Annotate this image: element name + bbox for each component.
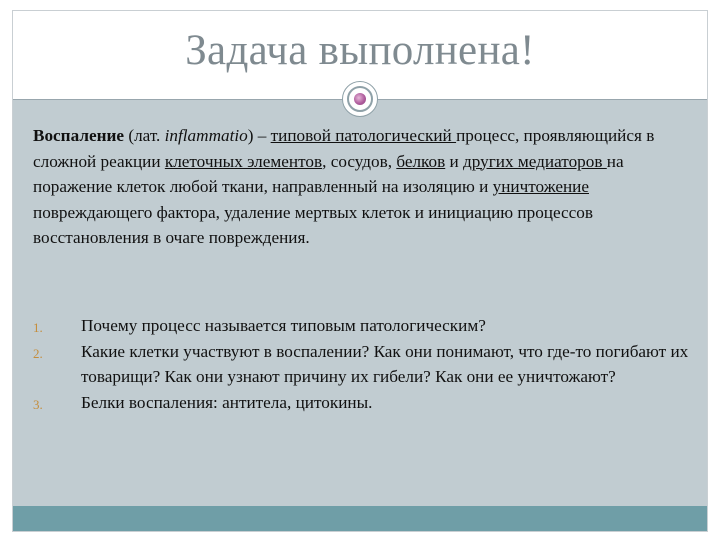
list-item-number: 3. bbox=[33, 396, 43, 412]
definition-term: Воспаление bbox=[33, 126, 125, 145]
definition-text-5: и bbox=[445, 151, 464, 171]
definition-text-2: ) – bbox=[247, 126, 271, 145]
definition-text-7: повреждающего фактора, удаление мертвых клеток и инициацию процессов восстановления в очаге повреждения. bbox=[33, 202, 594, 247]
list-item bbox=[33, 390, 693, 416]
list-item-text: Белки воспаления: антитела, цитокины. bbox=[81, 392, 373, 412]
definition-paragraph bbox=[33, 123, 693, 251]
questions-list bbox=[33, 313, 693, 415]
link-cellular-elements[interactable]: клеточных элементов bbox=[164, 151, 323, 171]
list-item-number: 1. bbox=[33, 320, 43, 335]
definition-text-4: , сосудов, bbox=[322, 151, 397, 171]
list-item-text: Какие клетки участвуют в воспалении? Как они понимают, что где-то погибают их товарищи? Как они узнают причину их гибели? Как они ее уничтожают? bbox=[81, 341, 689, 386]
link-typical-pathological[interactable]: типовой патологический bbox=[270, 126, 457, 145]
flower-medallion-icon bbox=[342, 81, 378, 117]
definition-text-1: (лат. bbox=[124, 126, 165, 145]
definition-text-6: на поражение клеток любой ткани, направленный на изоляцию и bbox=[33, 151, 624, 196]
link-other-mediators[interactable]: других медиаторов bbox=[463, 151, 607, 171]
link-proteins[interactable]: белков bbox=[396, 151, 446, 171]
slide-title: Задача выполнена! bbox=[185, 27, 535, 74]
list-item bbox=[33, 313, 693, 339]
list-item bbox=[33, 339, 693, 390]
medallion-core bbox=[354, 93, 366, 105]
list-item-number: 2. bbox=[33, 345, 43, 361]
definition-latin-term: inflammatio bbox=[164, 126, 248, 145]
list-item-text: Почему процесс называется типовым патологическим? bbox=[81, 316, 486, 335]
footer-bar bbox=[13, 506, 707, 531]
slide bbox=[12, 10, 708, 532]
definition-text-3: процесс, проявляющийся в сложной реакции bbox=[33, 126, 655, 171]
link-destruction[interactable]: уничтожение bbox=[492, 177, 589, 196]
